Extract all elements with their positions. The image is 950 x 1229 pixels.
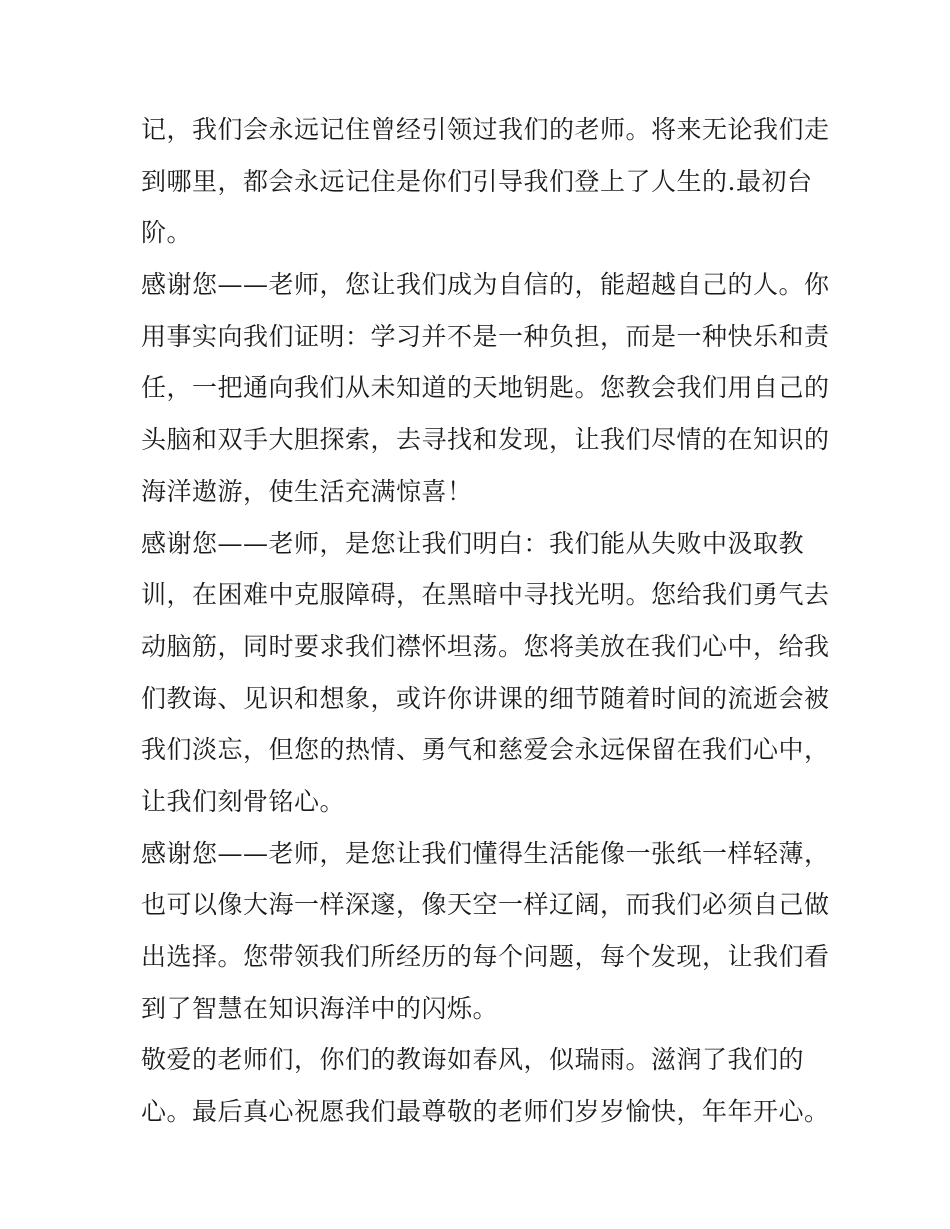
text-line: 感谢您——老师，您让我们成为自信的，能超越自己的人。你: [141, 270, 830, 300]
text-line: 感谢您——老师，是您让我们明白：我们能从失败中汲取教: [141, 528, 805, 558]
text-line: 海洋遨游，使生活充满惊喜！: [141, 476, 473, 506]
text-line: 用事实向我们证明：学习并不是一种负担，而是一种快乐和责: [141, 321, 830, 351]
text-line: 心。最后真心祝愿我们最尊敬的老师们岁岁愉快，年年开心。: [141, 1097, 830, 1127]
text-line: 让我们刻骨铭心。: [141, 786, 346, 816]
text-line: 出选择。您带领我们所经历的每个问题，每个发现，让我们看: [141, 942, 830, 971]
text-line: 我们淡忘，但您的热情、勇气和慈爱会永远保留在我们心中，: [141, 735, 830, 765]
text-line: 到哪里，都会永远记住是你们引导我们登上了人生的.最初台: [141, 166, 813, 196]
text-line: 也可以像大海一样深邃，像天空一样辽阔，而我们必须自己做: [141, 890, 830, 920]
text-line: 动脑筋，同时要求我们襟怀坦荡。您将美放在我们心中，给我: [141, 631, 830, 661]
text-line: 们教诲、见识和想象，或许你讲课的细节随着时间的流逝会被: [141, 683, 830, 713]
text-line: 记，我们会永远记住曾经引领过我们的老师。将来无论我们走: [141, 115, 830, 144]
text-line: 感谢您——老师，是您让我们懂得生活能像一张纸一样轻薄，: [141, 838, 830, 868]
text-line: 头脑和双手大胆探索，去寻找和发现，让我们尽情的在知识的: [141, 425, 830, 455]
text-line: 训，在困难中克服障碍，在黑暗中寻找光明。您给我们勇气去: [141, 580, 830, 610]
text-line: 任，一把通向我们从未知道的天地钥匙。您教会我们用自己的: [141, 373, 830, 403]
document-body: [141, 104, 830, 1138]
text-line: 到了智慧在知识海洋中的闪烁。: [141, 993, 499, 1023]
text-line: 敬爱的老师们，你们的教诲如春风，似瑞雨。滋润了我们的: [141, 1045, 805, 1075]
text-line: 阶。: [141, 218, 193, 248]
